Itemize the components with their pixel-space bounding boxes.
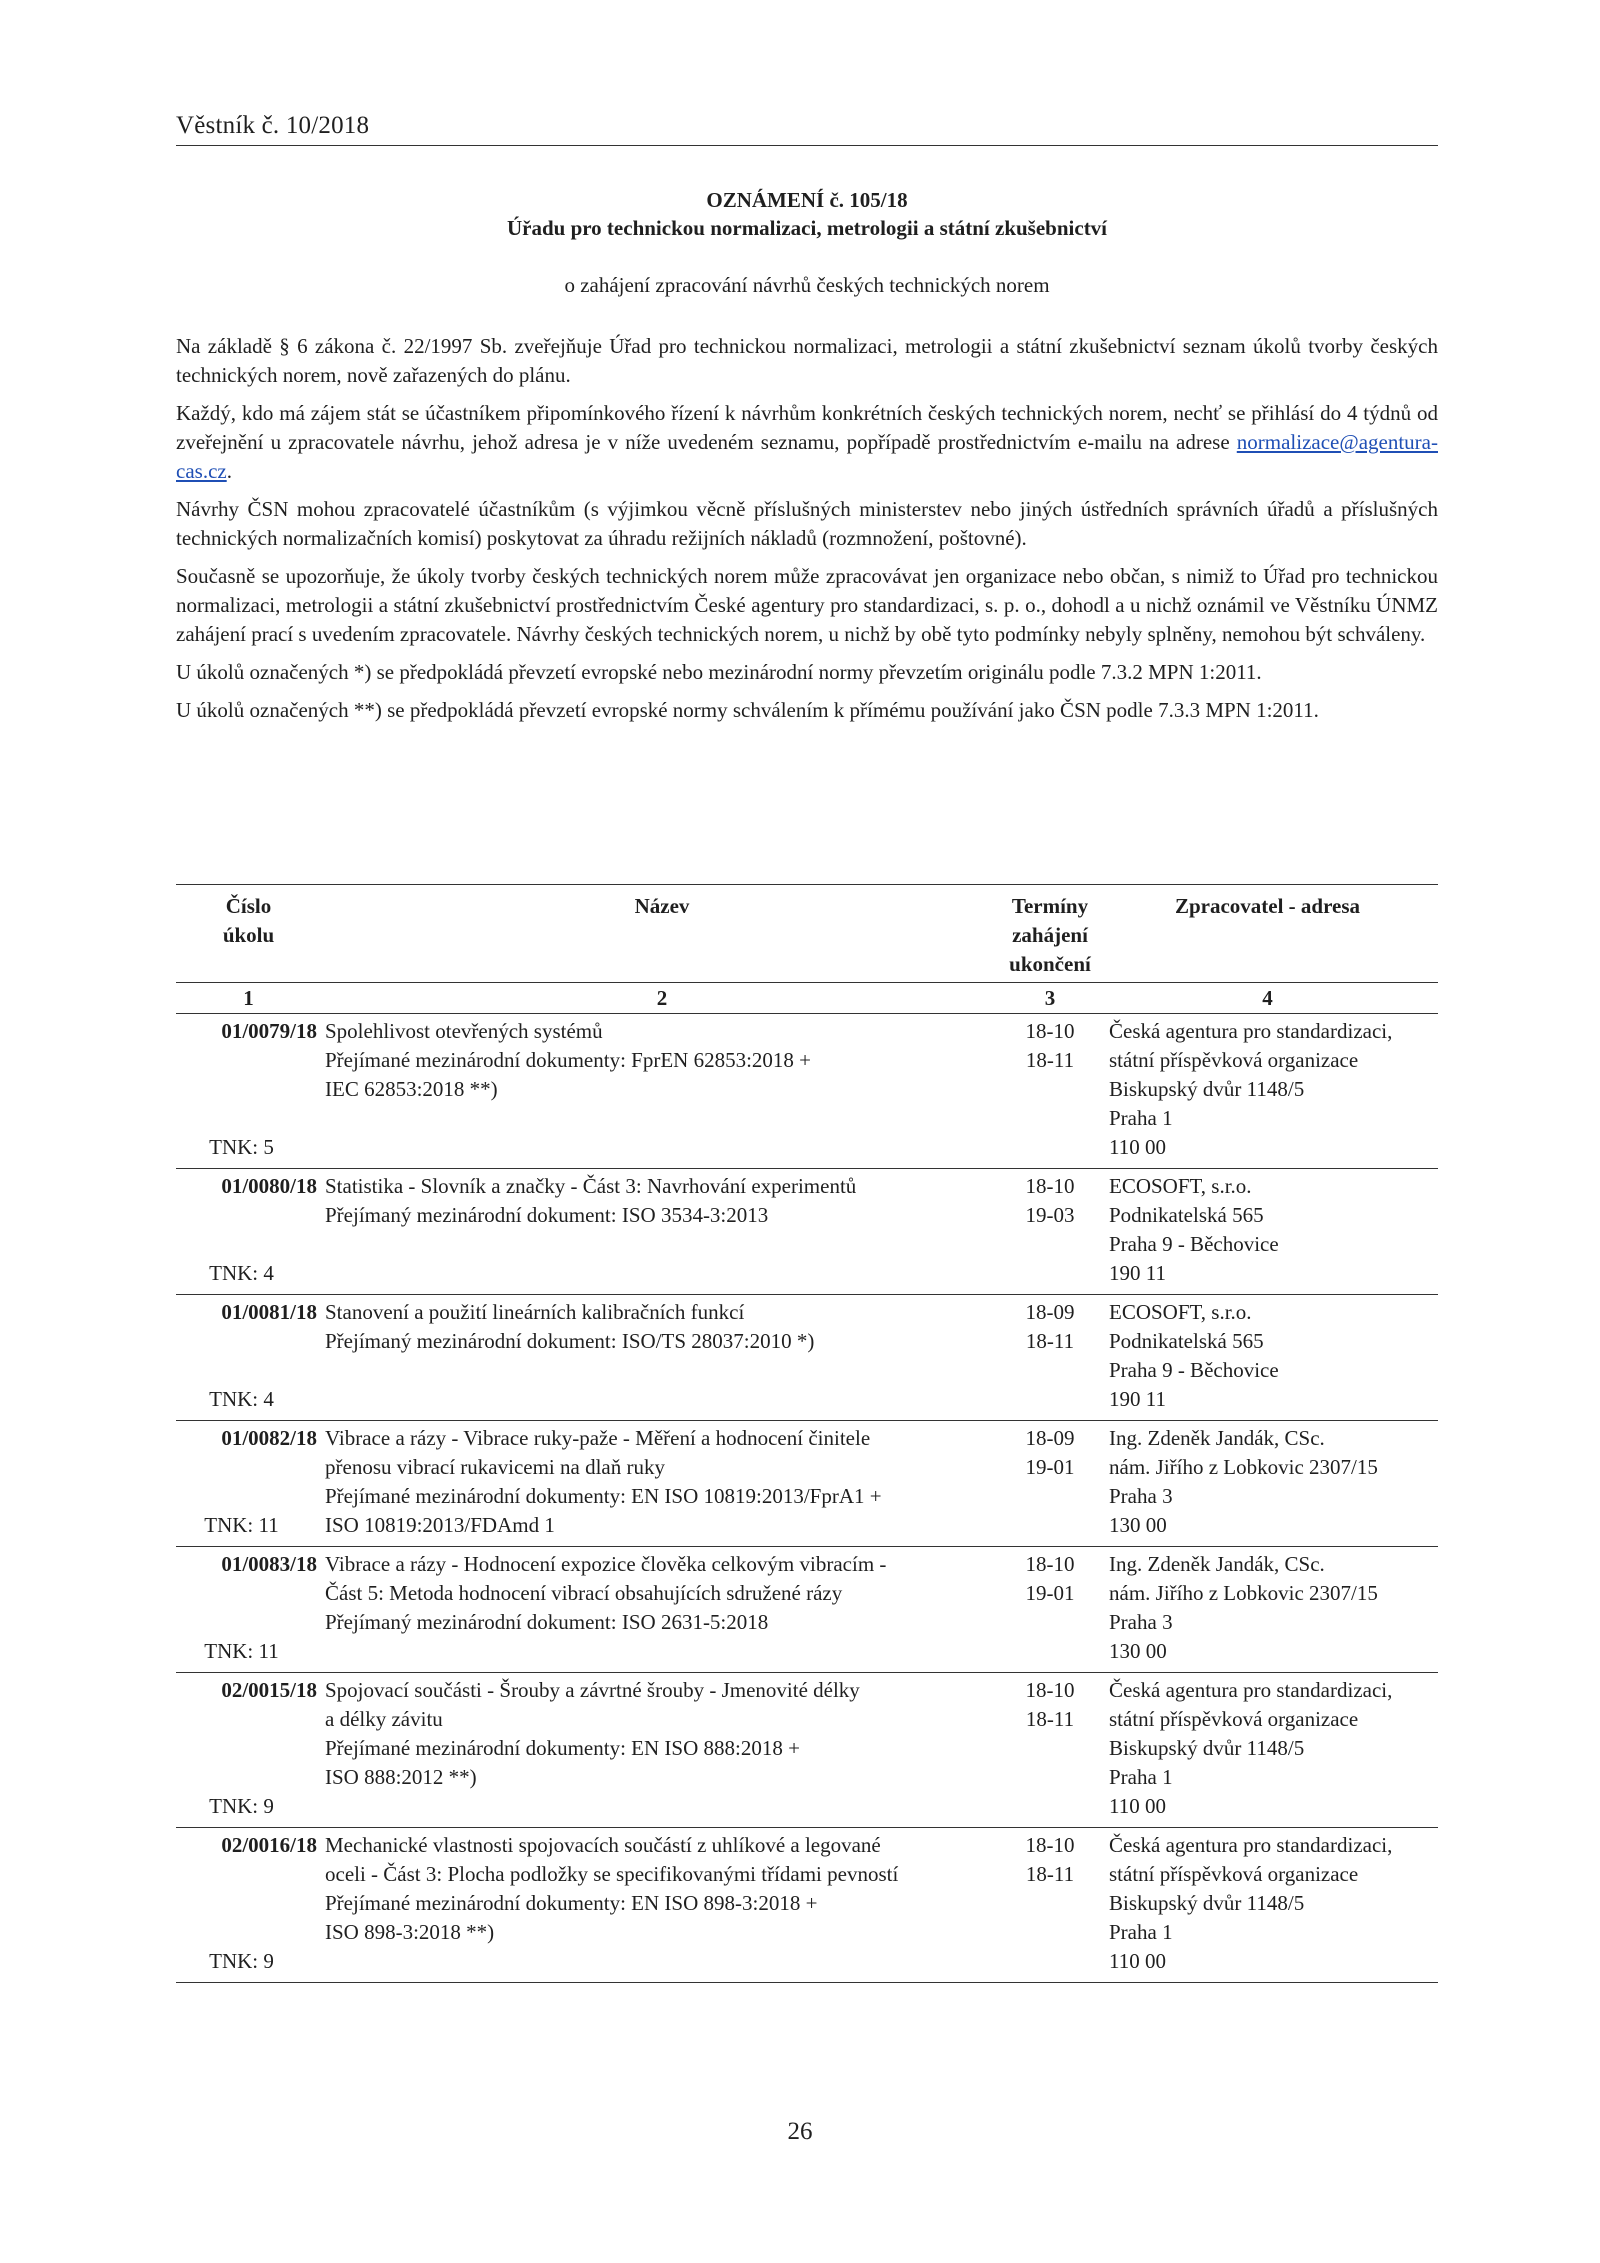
processor-address-line: nám. Jiřího z Lobkovic 2307/15 xyxy=(1109,1455,1378,1479)
processor-address-line: nám. Jiřího z Lobkovic 2307/15 xyxy=(1109,1581,1378,1605)
processor-address-line: Ing. Zdeněk Jandák, CSc. xyxy=(1109,1426,1325,1450)
task-name-line: Statistika - Slovník a značky - Část 3: Navrhování experimentů xyxy=(325,1174,857,1198)
processor-address-line: ECOSOFT, s.r.o. xyxy=(1109,1300,1252,1324)
notice-title: OZNÁMENÍ č. 105/18 xyxy=(706,188,908,212)
notice-authority: Úřadu pro technickou normalizaci, metrologii a státní zkušebnictví xyxy=(506,216,1108,240)
task-start-date: 18-09 xyxy=(1025,1300,1075,1324)
task-tnk: TNK: 9 xyxy=(209,1949,274,1973)
header-dates-line3: ukončení xyxy=(1009,952,1091,976)
task-number: 02/0016/18 xyxy=(221,1833,317,1857)
task-name-cell xyxy=(321,1828,1003,1983)
task-id-cell xyxy=(176,1673,321,1828)
task-name-cell xyxy=(321,1295,1003,1421)
task-start-date: 18-10 xyxy=(1025,1552,1075,1576)
task-processor-cell xyxy=(1097,1673,1438,1828)
task-dates-cell xyxy=(1003,1673,1097,1828)
task-name-line: Mechanické vlastnosti spojovacích součástí z uhlíkové a legované xyxy=(325,1833,881,1857)
processor-address-line: 110 00 xyxy=(1109,1794,1166,1818)
processor-address-line: státní příspěvková organizace xyxy=(1109,1862,1359,1886)
column-number-1: 1 xyxy=(176,983,321,1014)
task-id-cell xyxy=(176,1295,321,1421)
task-processor-cell xyxy=(1097,1295,1438,1421)
table-row xyxy=(176,1295,1438,1421)
task-name-line: Přejímané mezinárodní dokumenty: FprEN 62853:2018 + xyxy=(325,1048,812,1072)
task-name-line: Přejímaný mezinárodní dokument: ISO 3534-3:2013 xyxy=(325,1203,769,1227)
task-name-line: oceli - Část 3: Plocha podložky se specifikovanými třídami pevností xyxy=(325,1862,899,1886)
task-number: 01/0080/18 xyxy=(221,1174,317,1198)
paragraph-note-single-star: U úkolů označených *) se předpokládá převzetí evropské nebo mezinárodní normy převzetím originálu podle 7.3.2 MPN 1:2011. xyxy=(176,660,1262,684)
task-name-line: Přejímané mezinárodní dokumenty: EN ISO 888:2018 + xyxy=(325,1736,800,1760)
table-body xyxy=(176,1014,1438,1983)
task-number: 01/0079/18 xyxy=(221,1019,317,1043)
processor-address-line: státní příspěvková organizace xyxy=(1109,1048,1359,1072)
paragraph-participation xyxy=(176,399,1438,486)
task-name-line: ISO 888:2012 **) xyxy=(325,1765,477,1789)
task-name-line: Přejímané mezinárodní dokumenty: EN ISO 10819:2013/FprA1 + xyxy=(325,1484,882,1508)
task-dates-cell xyxy=(1003,1547,1097,1673)
task-start-date: 18-10 xyxy=(1025,1019,1075,1043)
table-row xyxy=(176,1014,1438,1169)
task-name-cell xyxy=(321,1421,1003,1547)
table-header-row xyxy=(176,885,1438,983)
header-name: Název xyxy=(321,885,1003,983)
task-tnk: TNK: 11 xyxy=(204,1639,279,1663)
task-dates-cell xyxy=(1003,1295,1097,1421)
task-processor-cell xyxy=(1097,1421,1438,1547)
task-name-line: Přejímaný mezinárodní dokument: ISO/TS 28037:2010 *) xyxy=(325,1329,815,1353)
processor-address-line: Česká agentura pro standardizaci, xyxy=(1109,1833,1393,1857)
task-end-date: 18-11 xyxy=(1025,1329,1075,1353)
task-name-line: IEC 62853:2018 **) xyxy=(325,1077,498,1101)
paragraph-legal-basis: Na základě § 6 zákona č. 22/1997 Sb. zveřejňuje Úřad pro technickou normalizaci, metrologii a státní zkušebnictví seznam úkolů tvorby českých technických norem, nově zařazených do plánu. xyxy=(176,334,1438,387)
paragraph-warning: Současně se upozorňuje, že úkoly tvorby českých technických norem může zpracovávat jen organizace nebo občan, s nimiž to Úřad pro technickou normalizaci, metrologii a státní zkušebnictví prostřednictvím České agentury pro standardizaci, s. p. o., dohodl a u nichž oznámil ve Věstníku ÚNMZ zahájení prací s uvedením zpracovatele. Návrhy českých technických norem, u nichž by obě tyto podmínky nebyly splněny, nemohou být schváleny. xyxy=(176,564,1438,646)
processor-address-line: Praha 3 xyxy=(1109,1610,1173,1634)
task-name-line: Vibrace a rázy - Hodnocení expozice člověka celkovým vibracím - xyxy=(325,1552,887,1576)
task-id-cell xyxy=(176,1169,321,1295)
task-number: 01/0083/18 xyxy=(221,1552,317,1576)
task-processor-cell xyxy=(1097,1547,1438,1673)
task-processor-cell xyxy=(1097,1014,1438,1169)
notice-subject: o zahájení zpracování návrhů českých technických norem xyxy=(564,273,1050,297)
processor-address-line: 130 00 xyxy=(1109,1639,1167,1663)
header-processor: Zpracovatel - adresa xyxy=(1097,885,1438,983)
table-row xyxy=(176,1828,1438,1983)
processor-address-line: Česká agentura pro standardizaci, xyxy=(1109,1678,1393,1702)
email-link[interactable]: normalizace@agentura-cas.cz xyxy=(176,430,1438,483)
table-column-number-row xyxy=(176,983,1438,1014)
table-row xyxy=(176,1169,1438,1295)
page-number: 26 xyxy=(787,2118,813,2145)
task-id-cell xyxy=(176,1421,321,1547)
processor-address-line: Biskupský dvůr 1148/5 xyxy=(1109,1891,1305,1915)
header-task-number xyxy=(176,885,321,983)
task-end-date: 19-03 xyxy=(1025,1203,1075,1227)
task-processor-cell xyxy=(1097,1828,1438,1983)
task-name-line: a délky závitu xyxy=(325,1707,443,1731)
processor-address-line: Praha 1 xyxy=(1109,1920,1173,1944)
processor-address-line: Praha 3 xyxy=(1109,1484,1173,1508)
task-name-line: ISO 10819:2013/FDAmd 1 xyxy=(325,1513,555,1537)
header-dates xyxy=(1003,885,1097,983)
task-id-cell xyxy=(176,1014,321,1169)
task-end-date: 18-11 xyxy=(1025,1862,1075,1886)
paragraph-participation-text: Každý, kdo má zájem stát se účastníkem připomínkového řízení k návrhům konkrétních českých technických norem, nechť se přihlásí do 4 týdnů od zveřejnění u zpracovatele návrhu, jehož adresa je v níže uvedeném seznamu, popřípadě prostřednictvím e-mailu na adrese xyxy=(176,401,1438,454)
header-task-number-line1: Číslo xyxy=(225,894,272,918)
paragraph-participation-end: . xyxy=(226,459,232,483)
paragraph-fees: Návrhy ČSN mohou zpracovatelé účastníkům (s výjimkou věcně příslušných ministerstev nebo jiných ústředních správních úřadů a příslušných technických normalizačních komisí) poskytovat za úhradu režijních nákladů (rozmnožení, poštovné). xyxy=(176,497,1438,550)
task-name-line: Přejímaný mezinárodní dokument: ISO 2631-5:2018 xyxy=(325,1610,769,1634)
header-task-number-line2: úkolu xyxy=(222,923,275,947)
task-name-line: přenosu vibrací rukavicemi na dlaň ruky xyxy=(325,1455,665,1479)
processor-address-line: Biskupský dvůr 1148/5 xyxy=(1109,1077,1305,1101)
task-tnk: TNK: 9 xyxy=(209,1794,274,1818)
task-number: 01/0081/18 xyxy=(221,1300,317,1324)
task-tnk: TNK: 4 xyxy=(209,1261,274,1285)
processor-address-line: státní příspěvková organizace xyxy=(1109,1707,1359,1731)
processor-address-line: 110 00 xyxy=(1109,1135,1166,1159)
processor-address-line: Praha 9 - Běchovice xyxy=(1109,1358,1279,1382)
task-end-date: 19-01 xyxy=(1025,1455,1075,1479)
processor-address-line: Praha 1 xyxy=(1109,1765,1173,1789)
column-number-2: 2 xyxy=(321,983,1003,1014)
task-start-date: 18-10 xyxy=(1025,1174,1075,1198)
processor-address-line: Praha 9 - Běchovice xyxy=(1109,1232,1279,1256)
task-name-line: Vibrace a rázy - Vibrace ruky-paže - Měření a hodnocení činitele xyxy=(325,1426,871,1450)
task-name-line: Spolehlivost otevřených systémů xyxy=(325,1019,603,1043)
task-number: 02/0015/18 xyxy=(221,1678,317,1702)
task-name-line: Přejímané mezinárodní dokumenty: EN ISO 898-3:2018 + xyxy=(325,1891,818,1915)
task-name-cell xyxy=(321,1169,1003,1295)
task-id-cell xyxy=(176,1547,321,1673)
table-row xyxy=(176,1547,1438,1673)
processor-address-line: ECOSOFT, s.r.o. xyxy=(1109,1174,1252,1198)
task-name-line: Stanovení a použití lineárních kalibračních funkcí xyxy=(325,1300,745,1324)
task-dates-cell xyxy=(1003,1014,1097,1169)
processor-address-line: 130 00 xyxy=(1109,1513,1167,1537)
task-dates-cell xyxy=(1003,1169,1097,1295)
processor-address-line: Ing. Zdeněk Jandák, CSc. xyxy=(1109,1552,1325,1576)
task-tnk: TNK: 5 xyxy=(209,1135,274,1159)
task-name-cell xyxy=(321,1547,1003,1673)
header-dates-line2: zahájení xyxy=(1012,923,1088,947)
processor-address-line: 190 11 xyxy=(1109,1261,1166,1285)
task-name-line: ISO 898-3:2018 **) xyxy=(325,1920,495,1944)
tasks-table xyxy=(176,884,1438,1983)
running-header: Věstník č. 10/2018 xyxy=(176,112,370,139)
processor-address-line: Biskupský dvůr 1148/5 xyxy=(1109,1736,1305,1760)
task-start-date: 18-10 xyxy=(1025,1833,1075,1857)
processor-address-line: Praha 1 xyxy=(1109,1106,1173,1130)
task-id-cell xyxy=(176,1828,321,1983)
column-number-4: 4 xyxy=(1097,983,1438,1014)
processor-address-line: Česká agentura pro standardizaci, xyxy=(1109,1019,1393,1043)
task-dates-cell xyxy=(1003,1828,1097,1983)
task-start-date: 18-09 xyxy=(1025,1426,1075,1450)
task-name-line: Spojovací součásti - Šrouby a závrtné šrouby - Jmenovité délky xyxy=(325,1678,860,1702)
task-name-line: Část 5: Metoda hodnocení vibrací obsahujících sdružené rázy xyxy=(325,1581,843,1605)
task-name-cell xyxy=(321,1014,1003,1169)
task-end-date: 18-11 xyxy=(1025,1707,1075,1731)
processor-address-line: 190 11 xyxy=(1109,1387,1166,1411)
notice-title-block xyxy=(176,186,1438,299)
task-number: 01/0082/18 xyxy=(221,1426,317,1450)
table-row xyxy=(176,1673,1438,1828)
processor-address-line: 110 00 xyxy=(1109,1949,1166,1973)
processor-address-line: Podnikatelská 565 xyxy=(1109,1203,1264,1227)
task-name-cell xyxy=(321,1673,1003,1828)
task-dates-cell xyxy=(1003,1421,1097,1547)
task-tnk: TNK: 11 xyxy=(204,1513,279,1537)
task-processor-cell xyxy=(1097,1169,1438,1295)
task-end-date: 18-11 xyxy=(1025,1048,1075,1072)
column-number-3: 3 xyxy=(1003,983,1097,1014)
task-tnk: TNK: 4 xyxy=(209,1387,274,1411)
header-dates-line1: Termíny xyxy=(1011,894,1089,918)
header-rule xyxy=(176,145,1438,146)
table-row xyxy=(176,1421,1438,1547)
notice-body xyxy=(176,332,1438,734)
paragraph-note-double-star: U úkolů označených **) se předpokládá převzetí evropské normy schválením k přímému používání jako ČSN podle 7.3.3 MPN 1:2011. xyxy=(176,698,1319,722)
task-start-date: 18-10 xyxy=(1025,1678,1075,1702)
task-end-date: 19-01 xyxy=(1025,1581,1075,1605)
processor-address-line: Podnikatelská 565 xyxy=(1109,1329,1264,1353)
